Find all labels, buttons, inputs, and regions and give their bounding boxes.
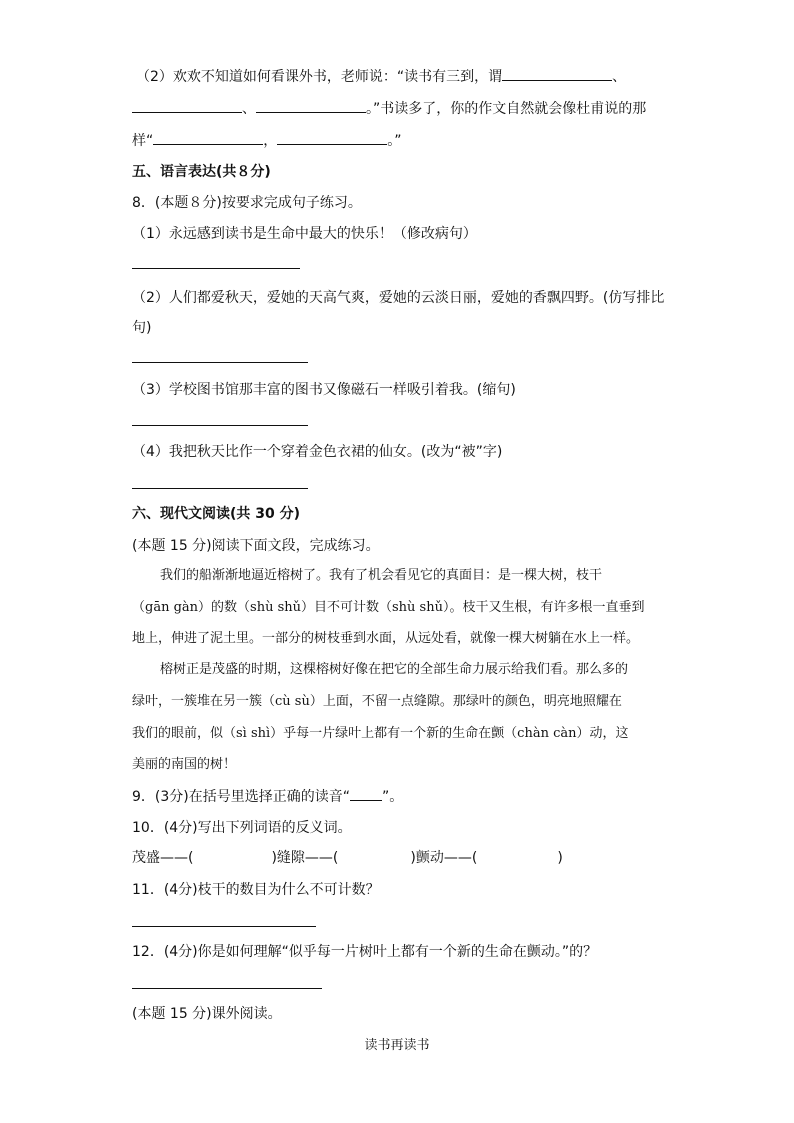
q9-text: 9．(3分)在括号里选择正确的读音“ — [132, 789, 350, 805]
passage-line: （gān gàn）的数（shù shǔ）目不可计数（shù shǔ）。枝干又生根，有许多根一直垂到 — [132, 600, 645, 615]
q9-text-end: ”。 — [382, 789, 404, 805]
q11-stem: 11．(4分)枝干的数目为什么不可计数？ — [132, 882, 380, 898]
q7-2-text: 样“ — [132, 133, 154, 149]
answer-line[interactable] — [132, 988, 322, 989]
q9-stem — [132, 786, 403, 807]
q10-close: ) — [557, 850, 563, 866]
passage-line: 我们的眼前，似（sì shì）乎每一片绿叶上都有一个新的生命在颤（chàn càn）动，这 — [132, 726, 629, 741]
passage-line: 我们的船渐渐地逼近榕树了。我有了机会看见它的真面目：是一棵大树，枝干 — [160, 568, 603, 583]
q10-word-1: 茂盛——( — [132, 850, 194, 866]
q7-2-line1 — [136, 66, 626, 87]
q8-sub3: （3）学校图书馆那丰富的图书又像磁石一样吸引着我。(缩句) — [132, 382, 516, 398]
reading1-intro: (本题 15 分)阅读下面文段，完成练习。 — [132, 538, 380, 554]
q7-2-prompt: （2）欢欢不知道如何看课外书，老师说：“读书有三到，谓 — [136, 69, 503, 85]
passage-line: 绿叶，一簇堆在另一簇（cù sù）上面，不留一点缝隙。那绿叶的颜色，明亮地照耀在 — [132, 694, 622, 709]
answer-line[interactable] — [132, 488, 308, 489]
q8-sub4: （4）我把秋天比作一个穿着金色衣裙的仙女。(改为“被”字) — [132, 444, 503, 460]
answer-line[interactable] — [132, 268, 300, 269]
q8-stem: 8．(本题８分)按要求完成句子练习。 — [132, 195, 362, 211]
answer-blank[interactable] — [256, 98, 366, 113]
q7-2-end: 。” — [387, 133, 402, 149]
passage-line: 榕树正是茂盛的时期，这棵榕树好像在把它的全部生命力展示给我们看。那么多的 — [160, 662, 629, 677]
q10-stem: 10．(4分)写出下列词语的反义词。 — [132, 820, 352, 836]
q8-sub2-line2: 句) — [132, 320, 152, 336]
answer-line[interactable] — [132, 362, 308, 363]
answer-line[interactable] — [132, 926, 316, 927]
q12-stem: 12．(4分)你是如何理解“似乎每一片树叶上都有一个新的生命在颤动。”的？ — [132, 944, 598, 960]
section-5-title: 五、语言表达(共８分) — [132, 164, 271, 180]
separator: 、 — [242, 101, 256, 117]
answer-blank[interactable] — [277, 130, 387, 145]
q8-sub2-line1: （2）人们都爱秋天，爱她的天高气爽，爱她的云淡日丽，爱她的香飘四野。(仿写排比 — [132, 290, 665, 306]
reading2-intro: (本题 15 分)课外阅读。 — [132, 1006, 282, 1022]
answer-blank[interactable] — [350, 786, 382, 801]
q10-word-2: )缝隙——( — [271, 850, 339, 866]
q7-2-line2 — [132, 98, 646, 119]
reading2-title: 读书再读书 — [364, 1038, 430, 1053]
answer-line[interactable] — [132, 425, 308, 426]
answer-blank[interactable] — [502, 66, 612, 81]
answer-blank[interactable] — [132, 98, 242, 113]
q10-words — [132, 848, 563, 868]
separator: ， — [263, 133, 278, 149]
passage-line: 美丽的南国的树！ — [132, 757, 237, 772]
section-6-title: 六、现代文阅读(共 30 分) — [132, 506, 301, 522]
passage-line: 地上，伸进了泥土里。一部分的树枝垂到水面，从远处看，就像一棵大树躺在水上一样。 — [132, 631, 640, 646]
q7-2-line3 — [132, 130, 402, 151]
q7-2-continuation: 。”书读多了，你的作文自然就会像杜甫说的那 — [366, 101, 647, 117]
q8-sub1: （1）永远感到读书是生命中最大的快乐！（修改病句） — [132, 226, 477, 242]
separator: 、 — [612, 69, 627, 85]
q10-word-3: )颤动——( — [410, 850, 478, 866]
answer-blank[interactable] — [153, 130, 263, 145]
